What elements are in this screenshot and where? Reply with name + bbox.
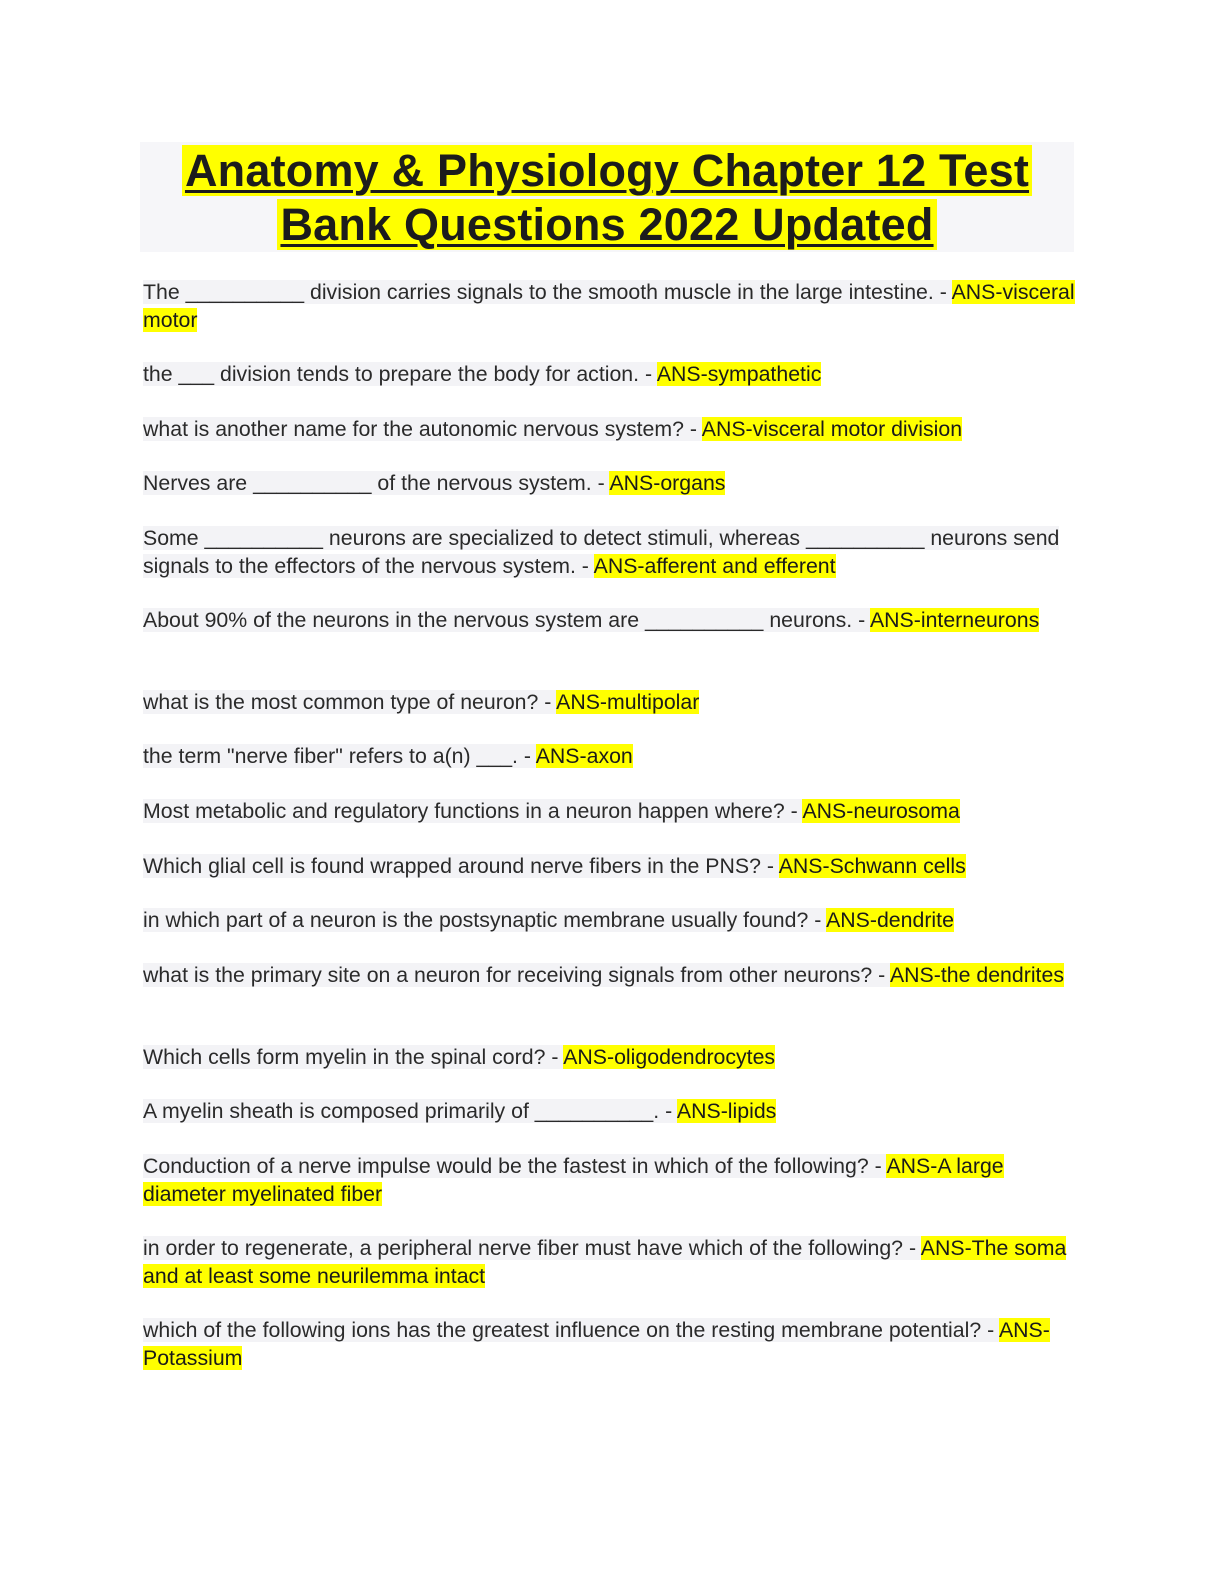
qa-item-8 [143,743,1078,771]
answer-highlight: ANS-lipids [676,1099,777,1123]
answer-highlight: ANS-The soma and at least some neurilemma intact [143,1236,1067,1288]
qa-item-10 [143,853,1078,881]
question-text: what is another name for the autonomic nervous system? - [143,417,702,441]
question-text: the term "nerve fiber" refers to a(n) ___. - [143,744,536,768]
question-text: what is the most common type of neuron? - [143,690,557,714]
question-text: Nerves are __________ of the nervous system. - [143,471,610,495]
question-text: Which cells form myelin in the spinal cord? - [143,1045,564,1069]
answer-highlight: ANS-Schwann cells [778,854,966,878]
question-text: in order to regenerate, a peripheral nerve fiber must have which of the following? - [143,1236,921,1260]
answer-highlight: ANS-the dendrites [889,963,1064,987]
question-text: Conduction of a nerve impulse would be the fastest in which of the following? - [143,1154,887,1178]
title-block [140,142,1074,252]
qa-item-13 [143,1044,1078,1072]
question-text: the ___ division tends to prepare the body for action. - [143,362,657,386]
question-text: A myelin sheath is composed primarily of __________. - [143,1099,677,1123]
question-text: About 90% of the neurons in the nervous system are __________ neurons. - [143,608,870,632]
page-title-line-1: Anatomy & Physiology Chapter 12 Test [140,146,1074,196]
answer-highlight: ANS-afferent and efferent [593,553,836,578]
answer-highlight: ANS-oligodendrocytes [563,1045,776,1069]
qa-item-12 [143,962,1078,990]
qa-item-14 [143,1098,1078,1126]
question-text: Which glial cell is found wrapped around nerve fibers in the PNS? - [143,854,779,878]
answer-highlight: ANS-Potassium [143,1318,1050,1370]
qa-item-2 [143,361,1078,389]
qa-item-1 [143,279,1078,334]
answer-highlight: ANS-A large diameter myelinated fiber [143,1154,1004,1206]
qa-item-17 [143,1317,1078,1372]
qa-item-6 [143,607,1078,635]
answer-highlight: ANS-organs [609,471,726,495]
answer-highlight: ANS-visceral motor [143,280,1075,332]
question-text: Some __________ neurons are specialized to detect stimuli, whereas __________ neurons send signals to the effectors of the nervous system. - [143,526,1060,578]
answer-highlight: ANS-axon [535,744,633,768]
answer-highlight: ANS-sympathetic [656,362,822,386]
qa-item-11 [143,907,1078,935]
qa-item-15 [143,1153,1078,1208]
answer-highlight: ANS-dendrite [826,908,954,932]
question-text: which of the following ions has the greatest influence on the resting membrane potential? - [143,1318,999,1342]
answer-highlight: ANS-neurosoma [802,799,960,823]
page-title-line-2: Bank Questions 2022 Updated [140,200,1074,250]
qa-item-3 [143,416,1078,444]
answer-highlight: ANS-multipolar [556,690,700,714]
question-text: The __________ division carries signals to the smooth muscle in the large intestine. - [143,280,952,304]
question-text: in which part of a neuron is the postsynaptic membrane usually found? - [143,908,827,932]
qa-item-5 [143,525,1078,580]
answer-highlight: ANS-visceral motor division [701,417,963,441]
qa-item-9 [143,798,1078,826]
answer-highlight: ANS-interneurons [869,608,1040,632]
question-text: Most metabolic and regulatory functions in a neuron happen where? - [143,799,803,823]
qa-item-16 [143,1235,1078,1290]
question-text: what is the primary site on a neuron for receiving signals from other neurons? - [143,963,890,987]
qa-item-7 [143,689,1078,717]
qa-item-4 [143,470,1078,498]
